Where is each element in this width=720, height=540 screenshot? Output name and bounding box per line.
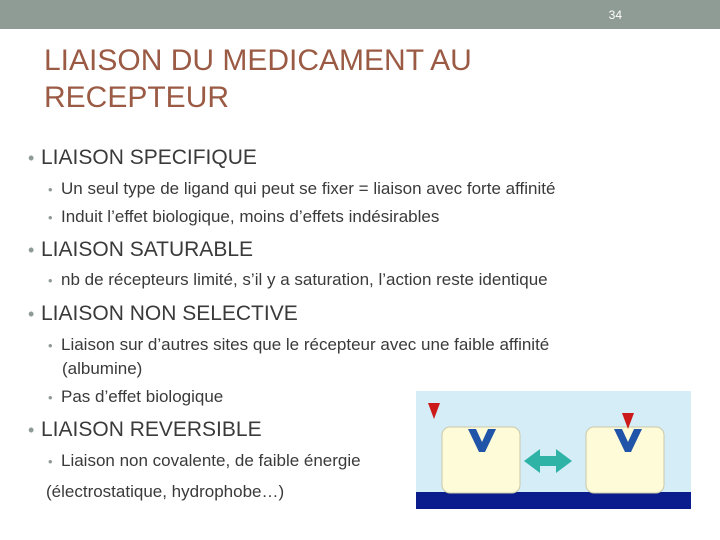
bullet-icon: • [48,338,53,353]
bullet-icon: • [48,210,53,225]
bullet-icon: • [48,454,53,469]
bullet-icon: • [28,240,35,260]
slide-number: 34 [608,8,622,22]
bullet-icon: • [28,304,35,324]
bullet-icon: • [28,148,35,168]
bullet-heading-non-selective: • LIAISON NON SELECTIVE [28,302,298,325]
bullet-heading-reversible: • LIAISON REVERSIBLE [28,418,262,441]
bullet-item: • Un seul type de ligand qui peut se fixer = liaison avec forte affinité [48,179,556,198]
binding-diagram [416,391,691,509]
slide-title [44,42,604,116]
top-bar [0,0,720,29]
title-line-2: RECEPTEUR [44,81,230,114]
bullet-continuation: (électrostatique, hydrophobe…) [46,482,285,501]
bullet-continuation: (albumine) [62,359,143,378]
bullet-item: • Liaison sur d’autres sites que le récepteur avec une faible affinité [48,335,550,354]
title-line-1: LIAISON DU MEDICAMENT AU [44,44,472,77]
bullet-item: • nb de récepteurs limité, s’il y a saturation, l’action reste identique [48,270,548,289]
receptor-left [442,427,520,493]
bullet-item: • Pas d’effet biologique [48,387,224,406]
bullet-item: • Liaison non covalente, de faible énergie [48,451,361,470]
bullet-heading-specifique: • LIAISON SPECIFIQUE [28,146,257,169]
bullet-icon: • [48,182,53,197]
bullet-item: • Induit l’effet biologique, moins d’effets indésirables [48,207,440,226]
bullet-heading-saturable: • LIAISON SATURABLE [28,238,254,261]
bullet-icon: • [28,420,35,440]
bullet-icon: • [48,390,53,405]
membrane-bar [416,492,691,509]
bullet-icon: • [48,273,53,288]
